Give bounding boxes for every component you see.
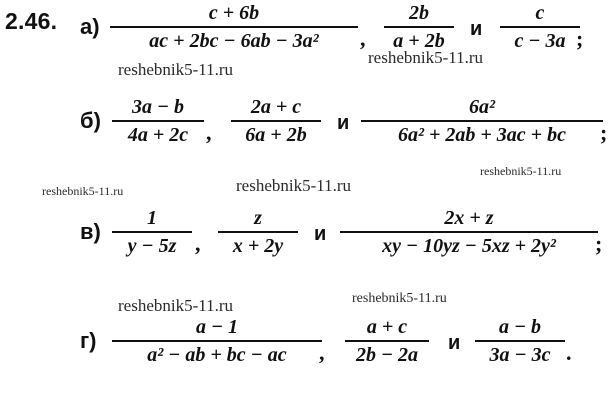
item-b-row <box>0 96 616 156</box>
item-a-separator-1: , <box>360 26 366 51</box>
item-a-fraction-3-numerator: c <box>535 2 545 24</box>
watermark: reshebnik5-11.ru <box>352 291 447 306</box>
item-a-and-word: и <box>470 18 483 40</box>
item-c-label: в) <box>80 219 101 244</box>
item-d-fraction-2 <box>345 316 429 366</box>
watermark: reshebnik5-11.ru <box>236 176 352 195</box>
item-d-fraction-1 <box>112 316 322 366</box>
item-b-fraction-2-numerator: 2a + c <box>250 96 302 118</box>
item-d-row <box>0 316 616 376</box>
item-b-label: б) <box>80 108 101 133</box>
item-b-fraction-2 <box>231 96 321 146</box>
item-d-fraction-1-denominator: a² − ab + bc − ac <box>147 344 287 366</box>
watermark: reshebnik5-11.ru <box>480 164 562 178</box>
item-d-and-word: и <box>448 332 461 354</box>
item-a-label: а) <box>80 14 100 39</box>
item-d-fraction-2-denominator: 2b − 2a <box>355 344 419 366</box>
watermark: reshebnik5-11.ru <box>42 184 124 198</box>
item-c-fraction-2-denominator: x + 2y <box>232 235 284 257</box>
item-d-fraction-3 <box>475 316 565 366</box>
item-b-fraction-2-denominator: 6a + 2b <box>245 124 307 146</box>
item-c-and-word: и <box>314 223 327 245</box>
item-a-fraction-2-numerator: 2b <box>409 2 429 24</box>
item-b-separator-1: , <box>206 120 212 145</box>
item-c-separator-1: , <box>195 231 201 256</box>
problem-number: 2.46. <box>5 8 58 34</box>
item-d-separator-2: . <box>566 340 572 365</box>
item-c-fraction-3-denominator: xy − 10yz − 5xz + 2y² <box>382 235 556 257</box>
item-b-fraction-1 <box>112 96 204 146</box>
item-d-separator-1: , <box>319 340 325 365</box>
item-d-fraction-2-numerator: a + c <box>366 316 408 338</box>
item-b-fraction-3-numerator: 6a² <box>469 96 495 118</box>
watermark: reshebnik5-11.ru <box>368 48 484 67</box>
watermark: reshebnik5-11.ru <box>118 60 234 79</box>
item-c-fraction-3 <box>340 207 598 257</box>
item-b-separator-2: ; <box>600 120 608 145</box>
item-a-separator-2: ; <box>576 26 584 51</box>
item-b-fraction-3 <box>361 96 603 146</box>
item-a-fraction-2-denominator: a + 2b <box>393 30 445 52</box>
item-a-fraction-1-denominator: ac + 2bc − 6ab − 3a² <box>149 30 319 52</box>
item-c-fraction-1-denominator: y − 5z <box>127 235 177 257</box>
item-a-fraction-1 <box>110 2 358 52</box>
item-d-label: г) <box>80 328 97 353</box>
item-b-and-word: и <box>337 112 350 134</box>
item-b-fraction-1-numerator: 3a − b <box>131 96 185 118</box>
item-c-row <box>0 207 616 267</box>
item-c-fraction-2 <box>218 207 298 257</box>
item-c-fraction-3-numerator: 2x + z <box>444 207 494 229</box>
item-a-fraction-2 <box>384 2 454 52</box>
item-d-fraction-3-numerator: a − b <box>498 316 542 338</box>
item-d-fraction-1-numerator: a − 1 <box>195 316 239 338</box>
item-a-fraction-3-denominator: c − 3a <box>514 30 566 52</box>
item-c-fraction-1-numerator: 1 <box>147 207 157 229</box>
watermark: reshebnik5-11.ru <box>118 296 234 315</box>
item-a-row <box>0 2 616 62</box>
item-c-fraction-1 <box>112 207 192 257</box>
item-b-fraction-3-denominator: 6a² + 2ab + 3ac + bc <box>398 124 566 146</box>
item-b-fraction-1-denominator: 4a + 2c <box>127 124 189 146</box>
item-a-fraction-1-numerator: c + 6b <box>208 2 260 24</box>
item-a-fraction-3 <box>500 2 580 52</box>
item-c-fraction-2-numerator: z <box>254 207 262 229</box>
item-d-fraction-3-denominator: 3a − 3c <box>489 344 551 366</box>
item-c-separator-2: ; <box>595 231 603 256</box>
